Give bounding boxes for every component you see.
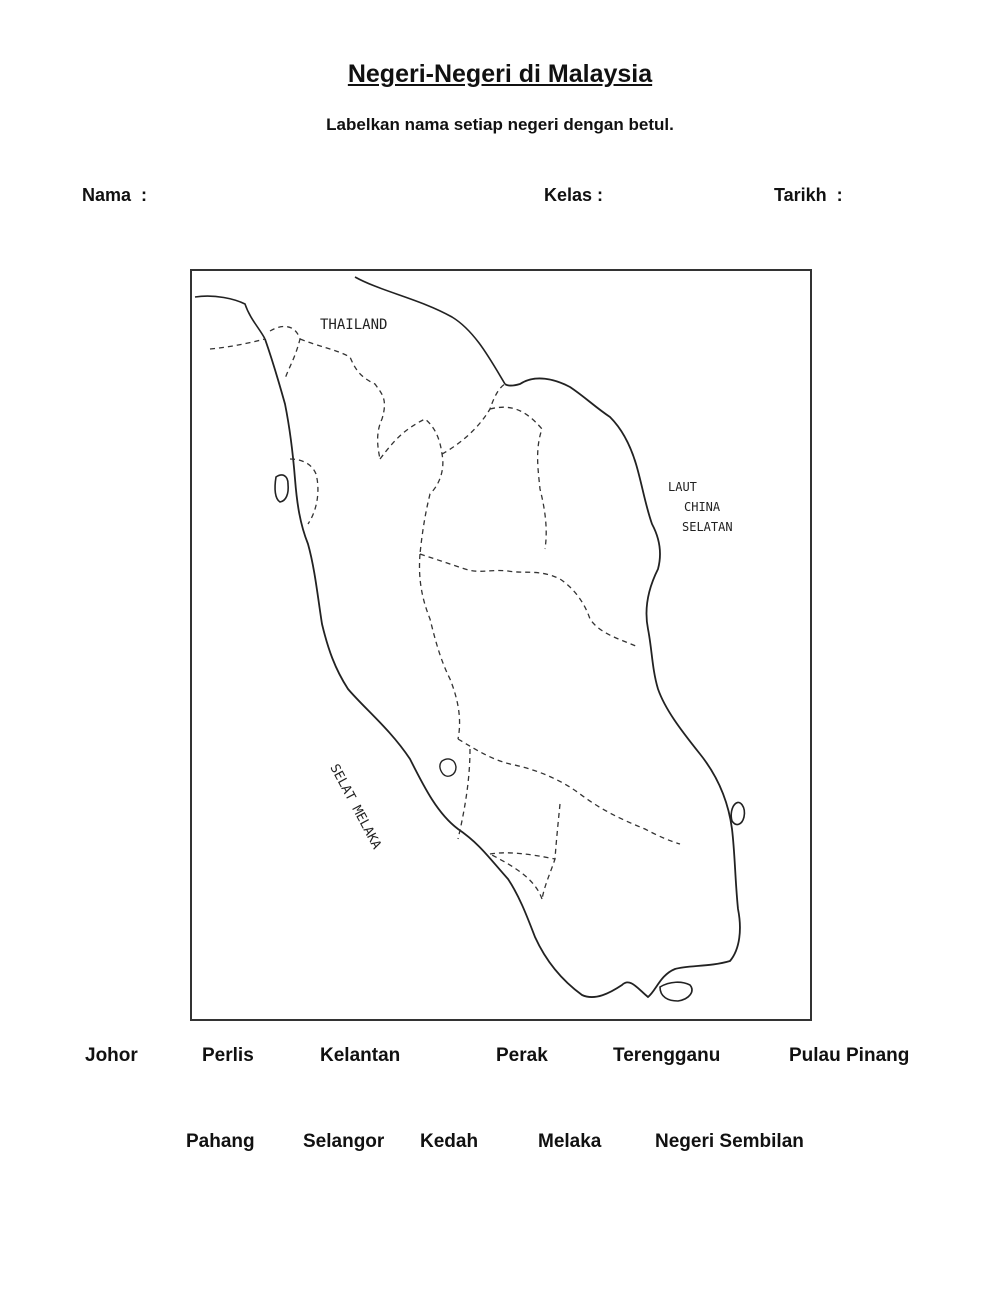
border-selangor-ns	[458, 749, 470, 839]
singapore-island	[660, 982, 692, 1001]
border-kelantan-perak	[380, 419, 443, 554]
word-bank-melaka[interactable]: Melaka	[538, 1131, 602, 1152]
border-pahang-north	[420, 554, 638, 647]
label-south-china-sea-1: LAUT	[668, 480, 697, 494]
map-drawing	[190, 269, 812, 1021]
tioman-island	[731, 802, 744, 824]
date-field-label: Tarikh :	[774, 185, 843, 205]
peninsula-coastline	[265, 339, 740, 997]
northwest-coastline	[195, 296, 265, 339]
word-bank-terengganu[interactable]: Terengganu	[613, 1045, 721, 1066]
label-south-china-sea-2: CHINA	[684, 500, 721, 514]
word-bank-pulau-pinang[interactable]: Pulau Pinang	[789, 1045, 910, 1066]
class-field-label: Kelas :	[544, 185, 604, 205]
word-bank-negeri-sembilan[interactable]: Negeri Sembilan	[655, 1131, 804, 1152]
word-bank-selangor[interactable]: Selangor	[303, 1131, 385, 1152]
border-ns-johor	[542, 804, 560, 899]
border-perak-pahang	[419, 554, 459, 739]
name-field-label: Nama :	[82, 185, 148, 205]
map-border	[191, 270, 811, 1020]
border-melaka-north	[490, 853, 555, 859]
worksheet-title: Negeri-Negeri di Malaysia	[347, 60, 653, 88]
peninsular-malaysia-map	[190, 269, 812, 1021]
label-south-china-sea-3: SELATAN	[682, 520, 733, 534]
worksheet-instruction: Labelkan nama setiap negeri dengan betul.	[326, 115, 674, 134]
border-pahang-south	[458, 739, 680, 844]
border-kelantan-terengganu	[490, 407, 546, 549]
border-kelantan-thailand	[442, 384, 505, 454]
border-thailand-west	[210, 339, 265, 349]
penang-island	[275, 475, 288, 502]
label-strait-of-malacca: SELAT MELAKA	[326, 761, 384, 852]
word-bank-kelantan[interactable]: Kelantan	[320, 1045, 401, 1066]
word-bank-johor[interactable]: Johor	[85, 1045, 138, 1066]
state-boundaries	[210, 326, 680, 899]
word-bank-kedah[interactable]: Kedah	[420, 1131, 479, 1152]
inland-lake	[440, 759, 456, 776]
word-bank-perak[interactable]: Perak	[496, 1045, 548, 1066]
word-bank-pahang[interactable]: Pahang	[186, 1131, 255, 1152]
label-thailand: THAILAND	[320, 317, 388, 333]
word-bank-perlis[interactable]: Perlis	[202, 1045, 254, 1066]
border-kedah-east	[300, 339, 384, 459]
